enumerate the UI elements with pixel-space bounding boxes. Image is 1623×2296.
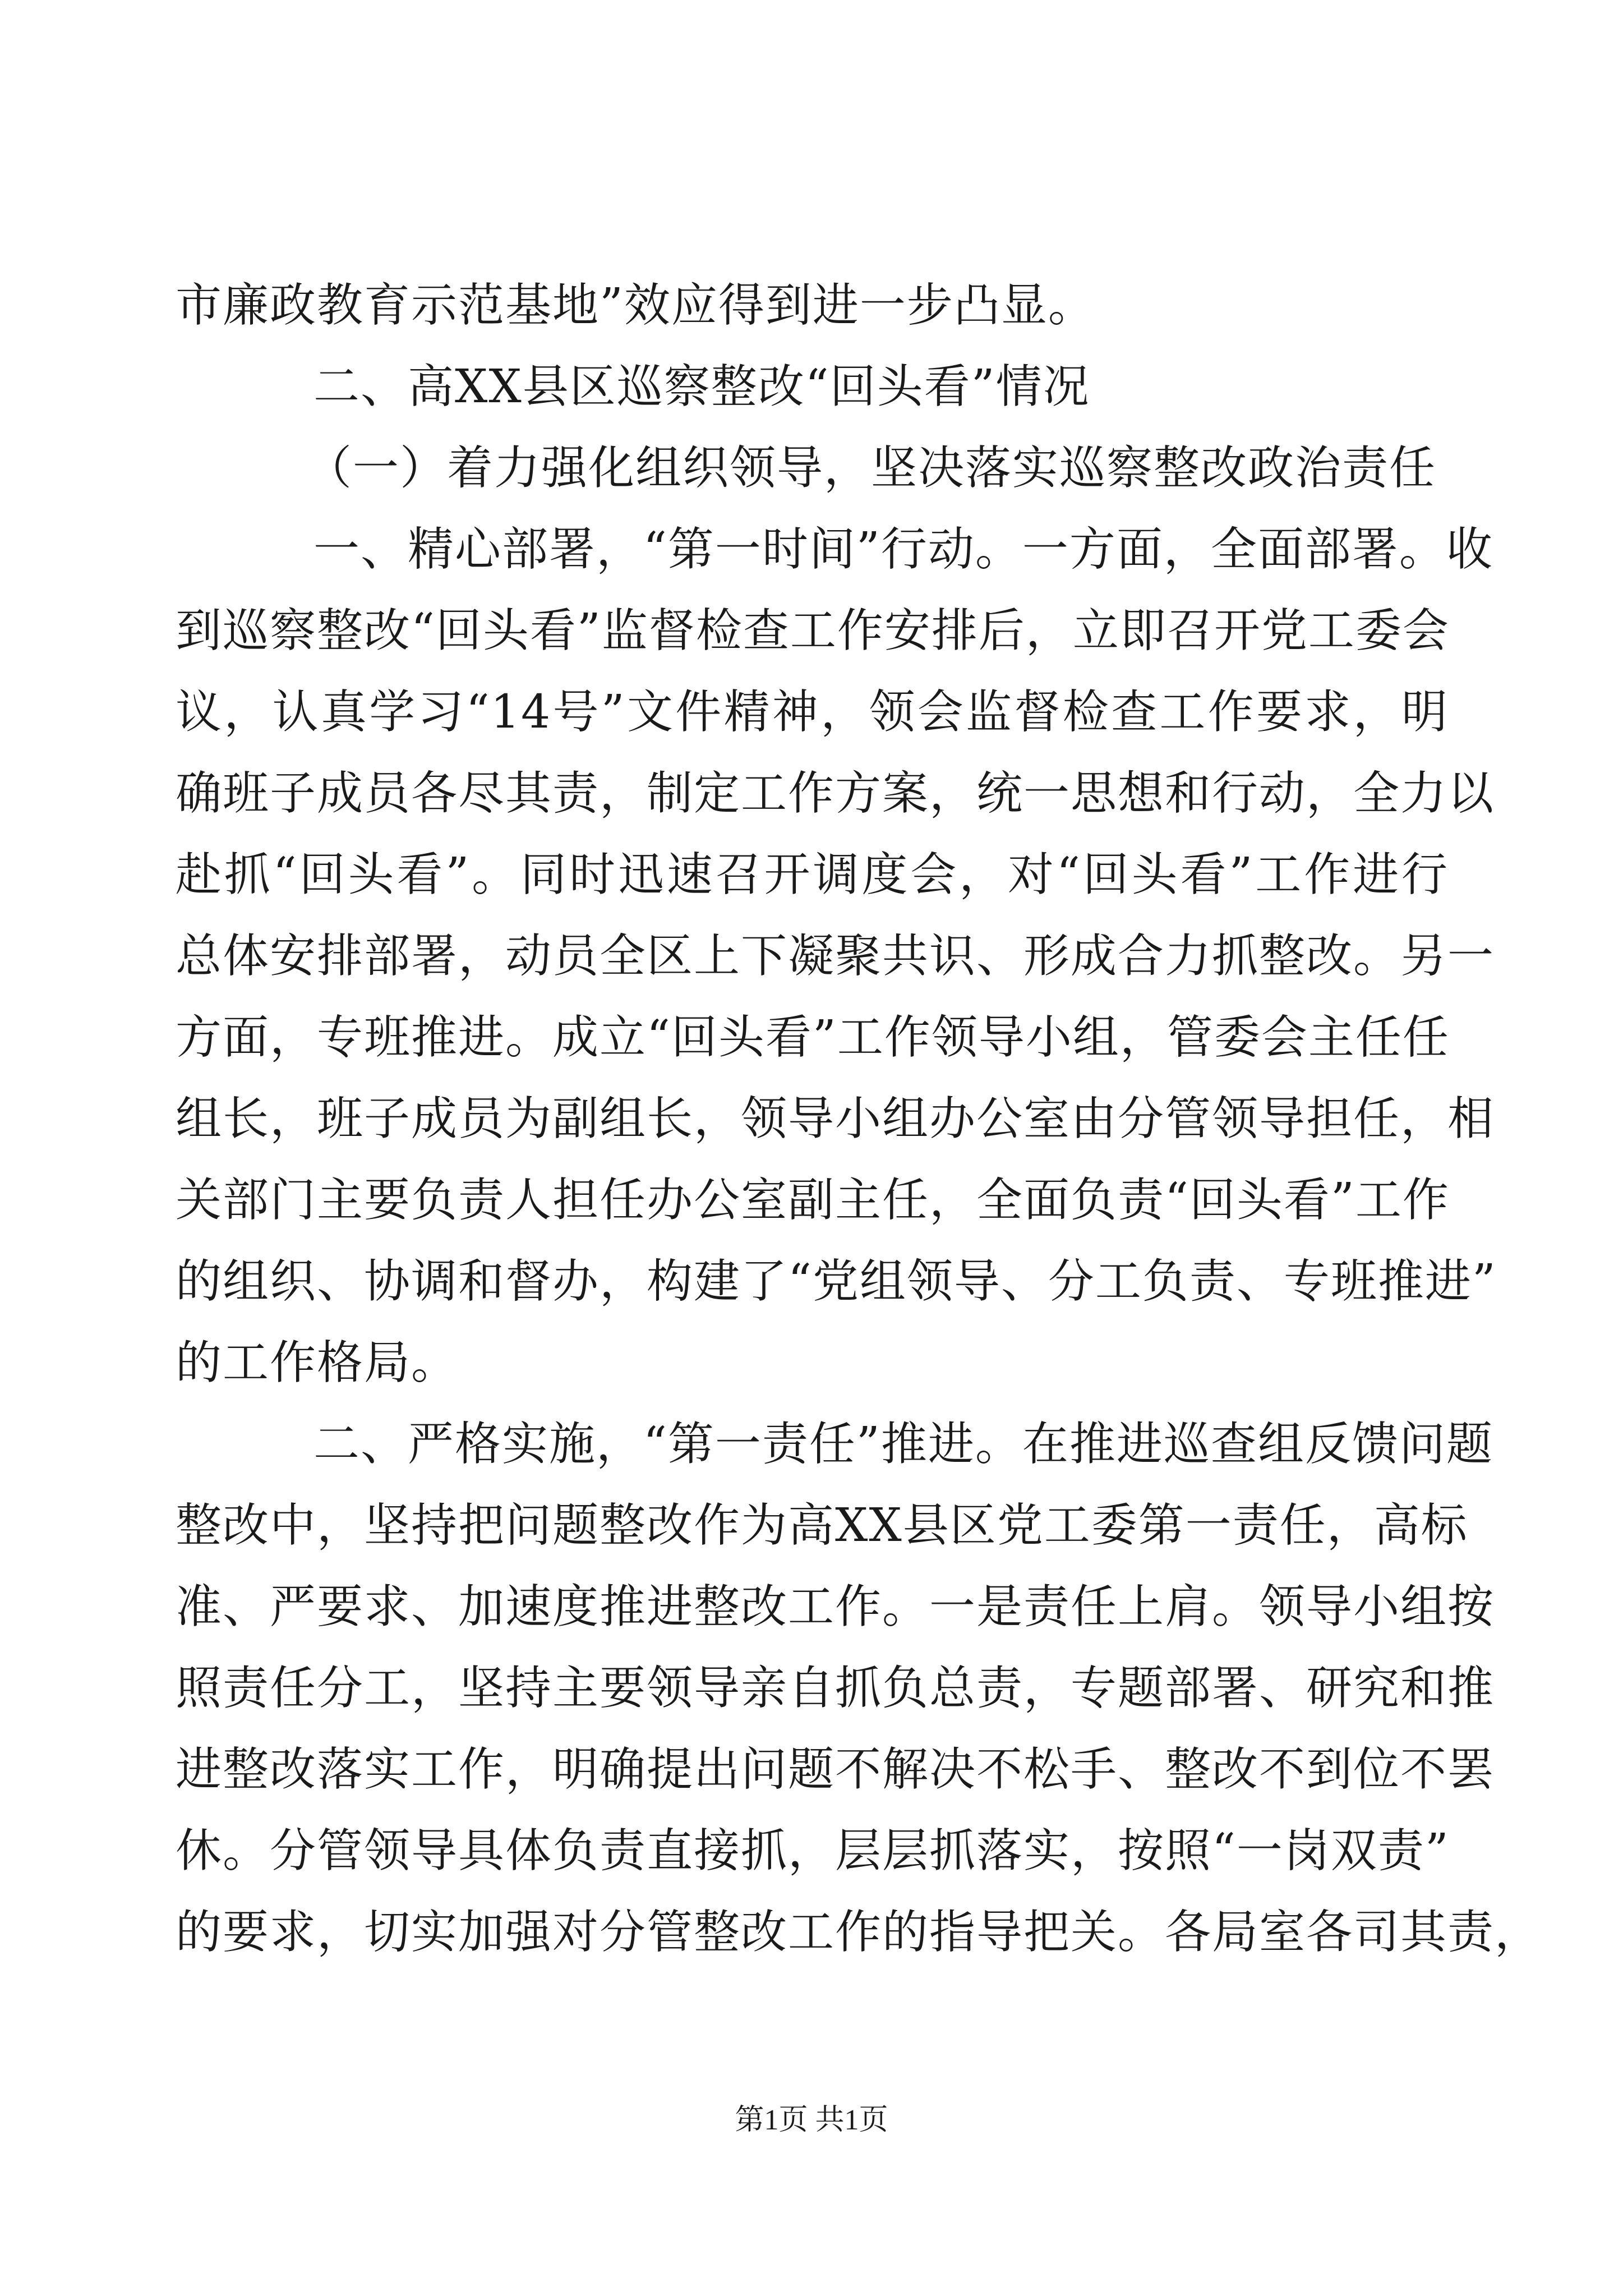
paragraph-1-line-2: 到巡察整改“回头看”监督检查工作安排后，立即召开党工委会 bbox=[176, 604, 1450, 657]
paragraph-2-line-2: 整改中，坚持把问题整改作为高XX县区党工委第一责任，高标 bbox=[176, 1499, 1468, 1552]
paragraph-1-line-4: 确班子成员各尽其责，制定工作方案，统一思想和行动，全力以 bbox=[176, 767, 1495, 820]
paragraph-1-line-6: 总体安排部署，动员全区上下凝聚共识、形成合力抓整改。另一 bbox=[176, 930, 1495, 983]
paragraph-1-line-3: 议，认真学习“14号”文件精神，领会监督检查工作要求，明 bbox=[176, 685, 1449, 739]
paragraph-1-line-5: 赴抓“回头看”。同时迅速召开调度会，对“回头看”工作进行 bbox=[176, 848, 1449, 901]
paragraph-1-line-7: 方面，专班推进。成立“回头看”工作领导小组，管委会主任任 bbox=[176, 1011, 1450, 1064]
text-line-1: 市廉政教育示范基地”效应得到进一步凸显。 bbox=[176, 279, 1095, 332]
paragraph-2-line-6: 休。分管领导具体负责直接抓，层层抓落实，按照“一岗双责” bbox=[176, 1824, 1450, 1878]
paragraph-2-line-1: 二、严格实施，“第一责任”推进。在推进巡查组反馈问题 bbox=[313, 1418, 1493, 1471]
paragraph-1-line-1: 一、精心部署，“第一时间”行动。一方面，全面部署。收 bbox=[313, 523, 1493, 576]
paragraph-2-line-3: 准、严要求、加速度推进整改工作。一是责任上肩。领导小组按 bbox=[176, 1580, 1495, 1634]
subsection-heading: （一）着力强化组织领导，坚决落实巡察整改政治责任 bbox=[306, 441, 1437, 495]
paragraph-2-line-5: 进整改落实工作，明确提出问题不解决不松手、整改不到位不罢 bbox=[176, 1743, 1495, 1796]
paragraph-2-line-7: 的要求，切实加强对分管整改工作的指导把关。各局室各司其责， bbox=[176, 1906, 1542, 1959]
section-heading: 二、高XX县区巡察整改“回头看”情况 bbox=[313, 360, 1090, 413]
paragraph-1-line-10: 的组织、协调和督办，构建了“党组领导、分工负责、专班推进” bbox=[176, 1255, 1497, 1308]
paragraph-1-line-11: 的工作格局。 bbox=[176, 1336, 459, 1389]
page-footer: 第1页 共1页 bbox=[735, 2104, 888, 2136]
paragraph-2-line-4: 照责任分工，坚持主要领导亲自抓负总责，专题部署、研究和推 bbox=[176, 1662, 1495, 1715]
paragraph-1-line-8: 组长，班子成员为副组长，领导小组办公室由分管领导担任，相 bbox=[176, 1092, 1495, 1145]
paragraph-1-line-9: 关部门主要负责人担任办公室副主任，全面负责“回头看”工作 bbox=[176, 1174, 1450, 1227]
